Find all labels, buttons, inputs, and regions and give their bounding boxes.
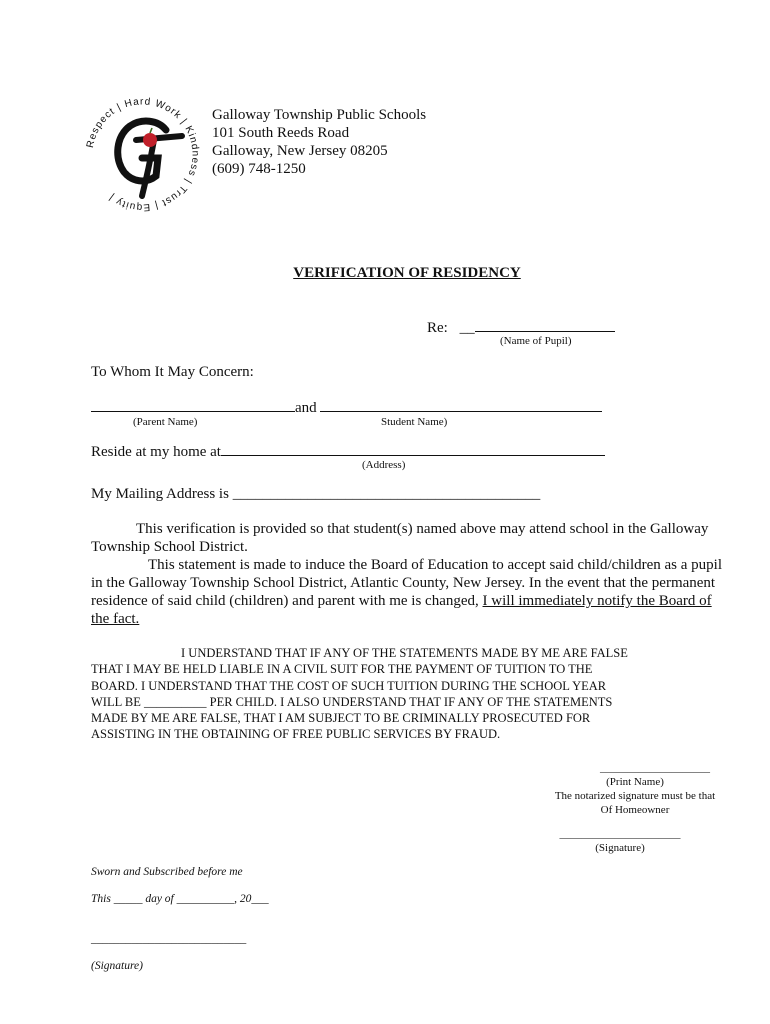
logo-ring-text: Respect | Hard Work | Kindness | Trust | Equity | xyxy=(84,96,201,213)
mailing-line xyxy=(91,485,540,503)
student-name-field[interactable] xyxy=(320,397,602,412)
mailing-label: My Mailing Address is xyxy=(91,486,229,502)
notice-line: BOARD. I UNDERSTAND THAT THE COST OF SUCH TUITION DURING THE SCHOOL YEAR xyxy=(91,678,607,693)
notary-signature-field[interactable]: ___________________________ xyxy=(91,933,247,945)
notarized-note-homeowner: Of Homeowner xyxy=(600,804,670,816)
statement-text: This statement is made to induce the Board of Education to accept said child/children as a pupil in the Galloway Township School District, Atlantic County, New Jersey. In the event that the permanent residence of said child (children) and parent with me is changed, xyxy=(91,557,722,609)
sworn-text: Sworn and Subscribed before me xyxy=(91,866,243,878)
print-name-field[interactable]: ____________________ xyxy=(600,762,710,774)
form-title: VERIFICATION OF RESIDENCY xyxy=(293,265,521,281)
apple-icon xyxy=(143,133,157,147)
city-state-zip: Galloway, New Jersey 08205 xyxy=(212,143,388,159)
reside-label: Reside at my home at xyxy=(91,444,221,460)
street-address: 101 South Reeds Road xyxy=(212,125,350,141)
notary-signature-caption: (Signature) xyxy=(91,960,143,972)
district-logo xyxy=(80,92,205,217)
print-name-caption: (Print Name) xyxy=(606,776,664,788)
pupil-name-caption: (Name of Pupil) xyxy=(500,335,572,347)
re-line xyxy=(427,317,615,337)
paragraph-statement xyxy=(91,556,731,628)
address-field[interactable] xyxy=(221,441,605,456)
parent-name-caption: (Parent Name) xyxy=(133,416,198,428)
fraud-notice xyxy=(91,645,731,743)
notice-line: ASSISTING IN THE OBTAINING OF FREE PUBLIC SERVICES BY FRAUD. xyxy=(91,727,501,742)
school-address xyxy=(212,106,426,178)
mailing-address-field[interactable]: _________________________________________ xyxy=(232,486,541,502)
reside-line xyxy=(91,441,605,461)
homeowner-signature xyxy=(520,827,720,855)
notice-line: MADE BY ME ARE FALSE, THAT I AM SUBJECT TO BE CRIMINALLY PROSECUTED FOR xyxy=(91,711,591,726)
org-name: Galloway Township Public Schools xyxy=(212,107,427,123)
parent-name-field[interactable] xyxy=(91,397,295,412)
paragraph-verification: This verification is provided so that student(s) named above may attend school in the Galloway Township School District. xyxy=(91,521,709,555)
notary-date-line[interactable]: This _____ day of __________, 20___ xyxy=(91,893,269,905)
re-label: Re: xyxy=(427,320,448,336)
logo-graphic xyxy=(80,92,205,217)
re-blank-text: __ xyxy=(459,320,475,336)
notice-line: WILL BE __________ PER CHILD. I ALSO UNDERSTAND THAT IF ANY OF THE STATEMENTS xyxy=(91,694,613,709)
notice-line: THAT I MAY BE HELD LIABLE IN A CIVIL SUIT FOR THE PAYMENT OF TUITION TO THE xyxy=(91,662,593,677)
signature-caption: (Signature) xyxy=(595,842,645,854)
pupil-name-field[interactable] xyxy=(475,317,615,332)
student-name-caption: Student Name) xyxy=(381,416,448,428)
homeowner-signature-block xyxy=(520,761,750,817)
and-label: and xyxy=(295,400,317,416)
signature-field[interactable]: ______________________ xyxy=(559,828,681,840)
address-caption: (Address) xyxy=(362,459,406,471)
notice-line: I UNDERSTAND THAT IF ANY OF THE STATEMENTS MADE BY ME ARE FALSE xyxy=(181,646,628,660)
notify-board-text: I will immediately notify the Board of the fact. xyxy=(91,593,712,627)
names-line xyxy=(91,397,602,417)
phone-number: (609) 748-1250 xyxy=(212,161,306,177)
salutation: To Whom It May Concern: xyxy=(91,364,254,380)
notarized-note: The notarized signature must be that xyxy=(554,790,716,802)
